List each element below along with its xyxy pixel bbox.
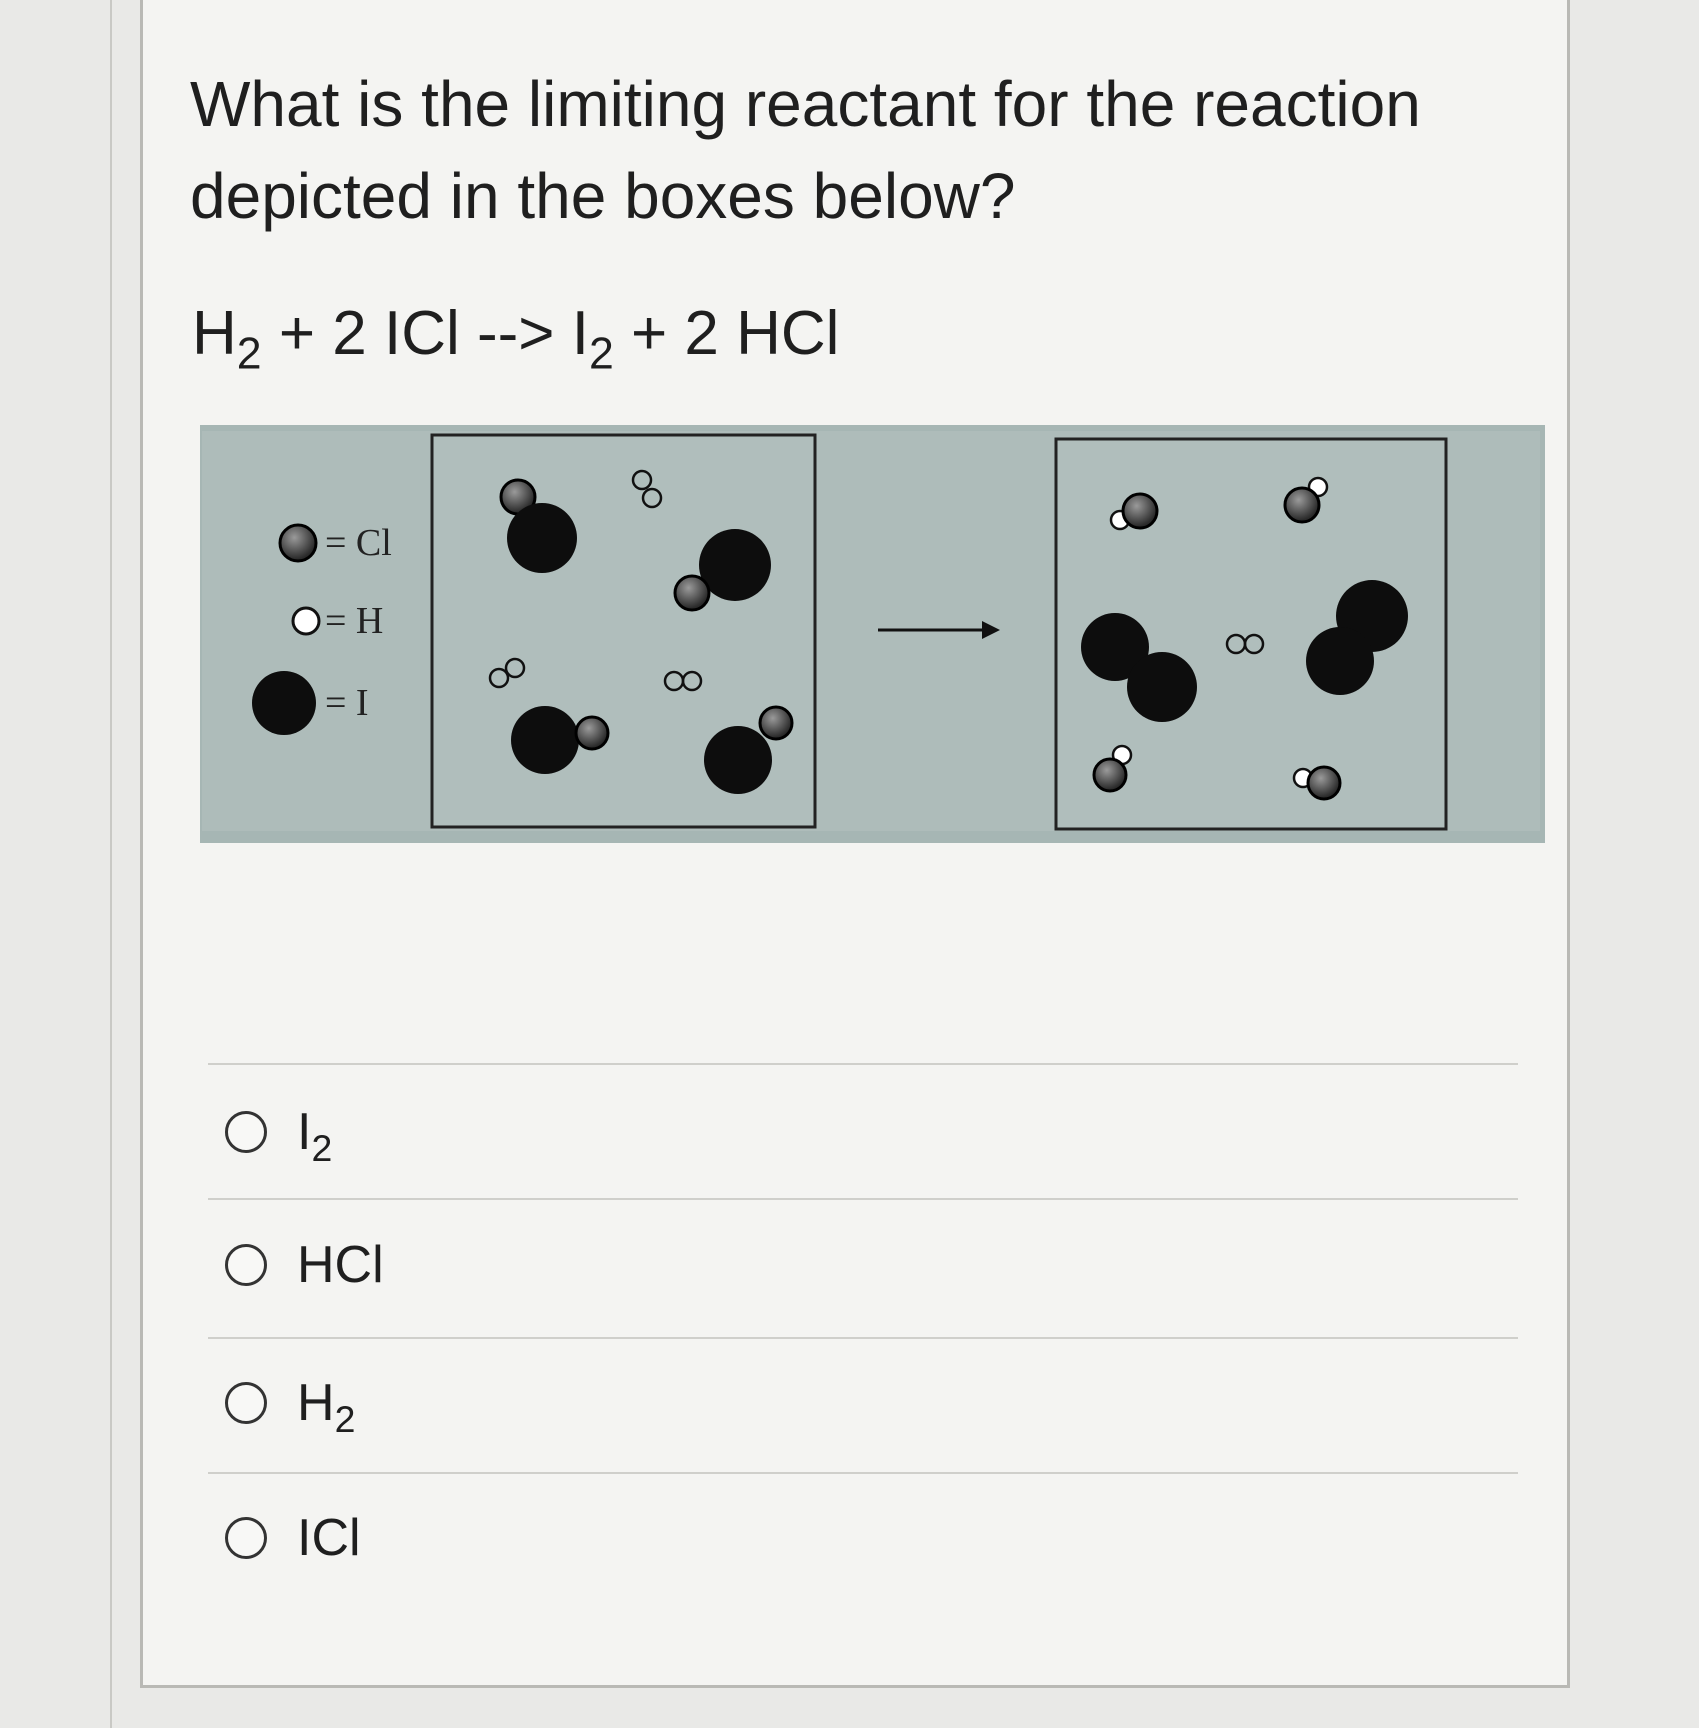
option-i2[interactable] [225,1092,332,1172]
radio-button[interactable] [225,1244,267,1286]
eq-h-sub: 2 [236,329,262,379]
iodine-atom-icon [252,671,316,735]
hydrogen-atom-icon [293,608,319,634]
option-label[interactable]: HCl [297,1236,384,1294]
divider [208,1198,1518,1200]
option-h2[interactable] [225,1363,355,1443]
radio-button[interactable] [225,1517,267,1559]
divider [208,1472,1518,1474]
chlorine-atom-icon [280,525,316,561]
eq-part1: + 2 ICl --> I [261,299,589,368]
reaction-equation [192,298,840,379]
left-edge-rule [110,0,112,1728]
option-label[interactable]: $I_2$ [297,1103,333,1169]
legend-h-label: = H [325,600,384,642]
option-hcl[interactable] [225,1225,384,1305]
divider [208,1063,1518,1065]
option-icl[interactable] [225,1498,361,1578]
reaction-diagram [200,425,1545,843]
legend-i-label: = I [325,682,369,724]
product-box [1056,439,1446,829]
option-label[interactable]: ICl [297,1509,361,1567]
reactant-box [432,435,815,827]
eq-part2: + 2 HCl [613,299,840,368]
radio-button[interactable] [225,1111,267,1153]
divider [208,1337,1518,1339]
legend-cl-label: = Cl [325,522,392,564]
eq-h: H [192,299,237,368]
question-text: What is the limiting reactant for the reaction depicted in the boxes below? [190,68,1421,232]
eq-i-sub: 2 [588,329,614,379]
option-label[interactable]: $H_2$ [297,1374,356,1440]
radio-button[interactable] [225,1382,267,1424]
